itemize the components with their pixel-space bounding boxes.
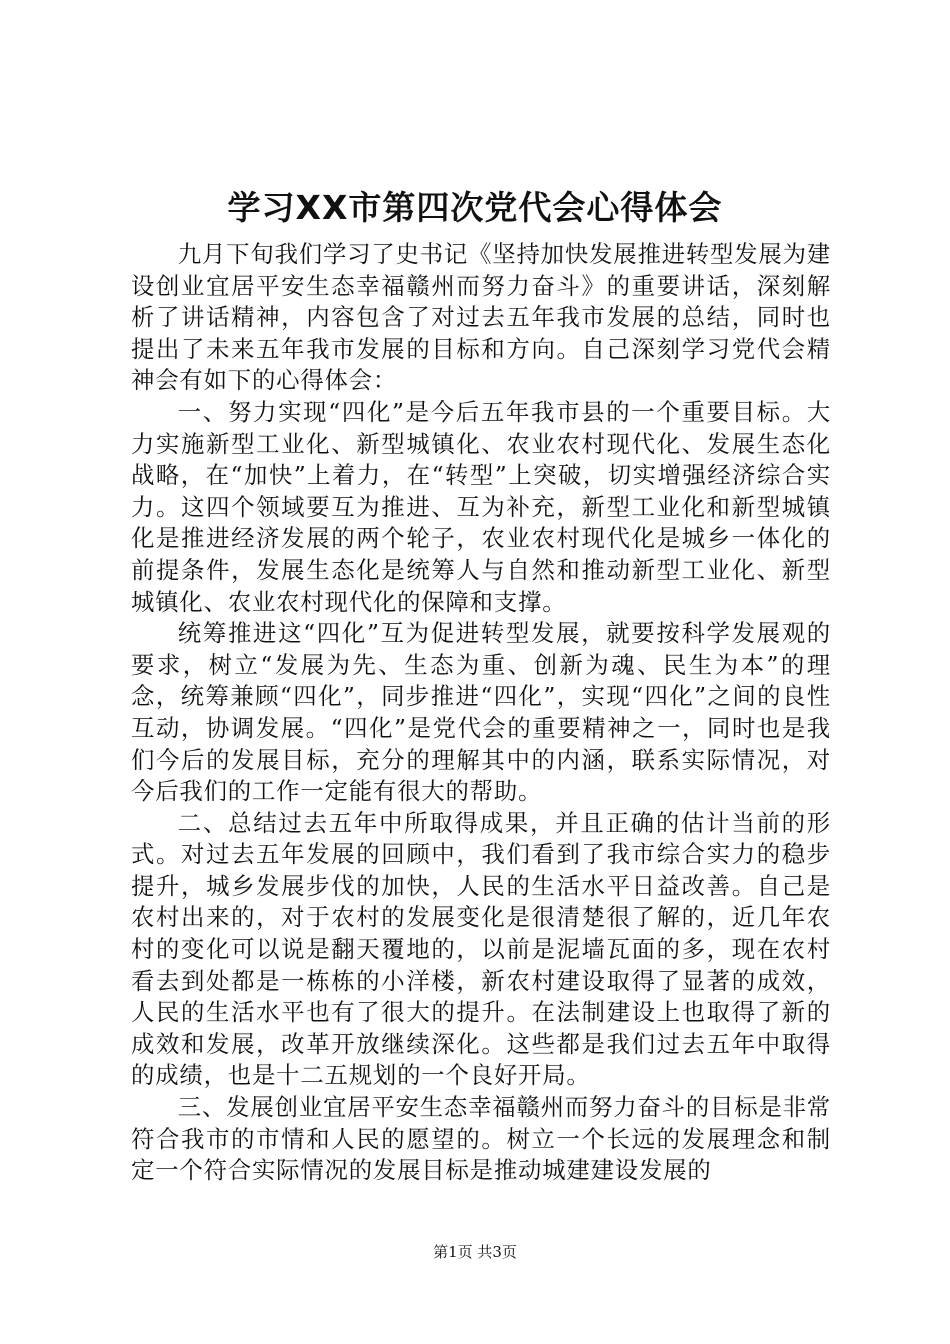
- page-number-footer: 第1页 共3页: [433, 1243, 517, 1261]
- paragraph-four-modernizations: 统筹推进这“四化”互为促进转型发展，就要按科学发展观的要求，树立“发展为先、生态为重、创新为魂、民生为本”的理念，统筹兼顾“四化”，同步推进“四化”，实现“四化”之间的良性互动，协调发展。“四化”是党代会的重要精神之一，同时也是我们今后的发展目标，充分的理解其中的内涵，联系实际情况，对今后我们的工作一定能有很大的帮助。: [131, 619, 831, 806]
- document-body: [131, 239, 831, 1187]
- document-title: 学习XX市第四次党代会心得体会: [227, 188, 723, 227]
- paragraph-point-three: 三、发展创业宜居平安生态幸福赣州而努力奋斗的目标是非常符合我市的市情和人民的愿望的。树立一个长远的发展理念和制定一个符合实际情况的发展目标是推动城建建设发展的: [131, 1093, 831, 1185]
- paragraph-intro: 九月下旬我们学习了史书记《坚持加快发展推进转型发展为建设创业宜居平安生态幸福赣州而努力奋斗》的重要讲话，深刻解析了讲话精神，内容包含了对过去五年我市发展的总结，同时也提出了未来五年我市发展的目标和方向。自己深刻学习党代会精神会有如下的心得体会：: [131, 240, 831, 395]
- paragraph-point-two: 二、总结过去五年中所取得成果，并且正确的估计当前的形式。对过去五年发展的回顾中，我们看到了我市综合实力的稳步提升，城乡发展步伐的加快，人民的生活水平日益改善。自己是农村出来的，对于农村的发展变化是很清楚很了解的，近几年农村的变化可以说是翻天覆地的，以前是泥墙瓦面的多，现在农村看去到处都是一栋栋的小洋楼，新农村建设取得了显著的成效，人民的生活水平也有了很大的提升。在法制建设上也取得了新的成效和发展，改革开放继续深化。这些都是我们过去五年中取得的成绩，也是十二五规划的一个良好开局。: [131, 808, 831, 1090]
- paragraph-point-one: 一、努力实现“四化”是今后五年我市县的一个重要目标。大力实施新型工业化、新型城镇化、农业农村现代化、发展生态化战略，在“加快”上着力，在“转型”上突破，切实增强经济综合实力。这四个领域要互为推进、互为补充，新型工业化和新型城镇化是推进经济发展的两个轮子，农业农村现代化是城乡一体化的前提条件，发展生态化是统筹人与自然和推动新型工业化、新型城镇化、农业农村现代化的保障和支撑。: [131, 397, 831, 616]
